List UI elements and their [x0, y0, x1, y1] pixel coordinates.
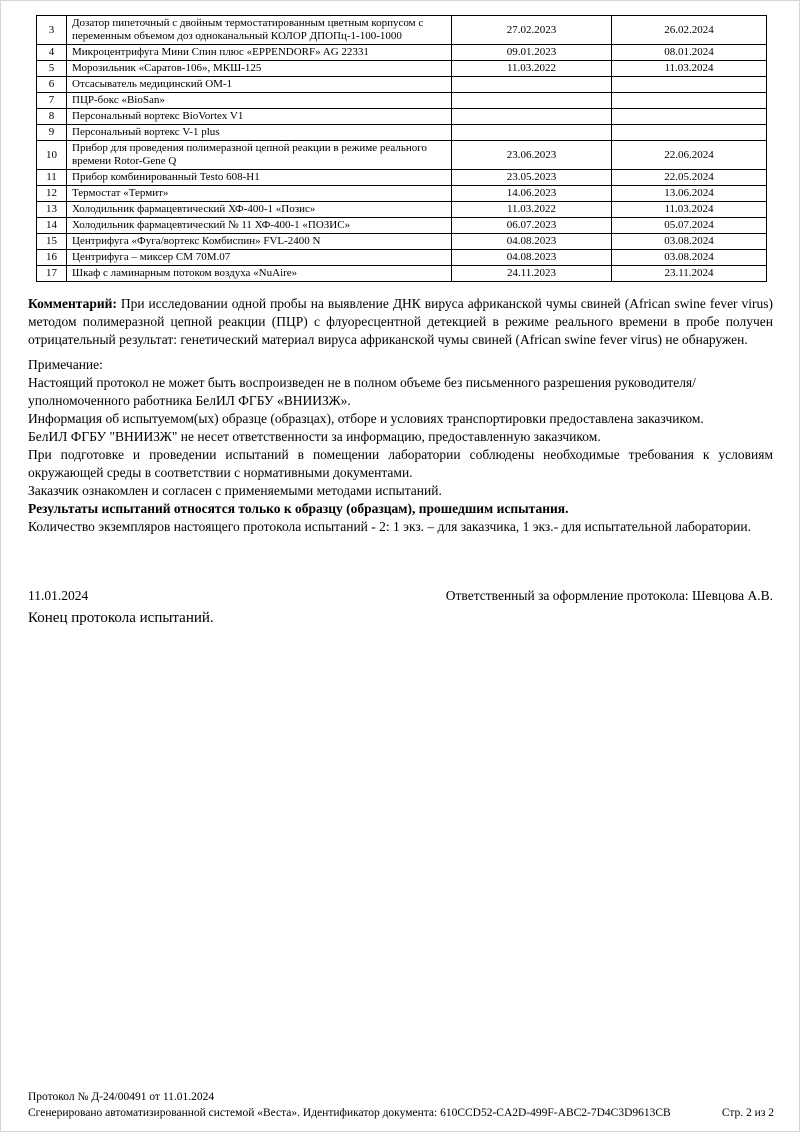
cell-date1	[452, 109, 612, 125]
cell-num: 3	[37, 16, 67, 45]
cell-date2: 22.05.2024	[612, 170, 767, 186]
table-row	[37, 202, 767, 218]
note-label: Примечание:	[28, 357, 103, 372]
cell-date2: 03.08.2024	[612, 234, 767, 250]
cell-num: 7	[37, 93, 67, 109]
table-row	[37, 16, 767, 45]
cell-num: 5	[37, 61, 67, 77]
cell-date2	[612, 93, 767, 109]
cell-name: Шкаф с ламинарным потоком воздуха «NuAire»	[67, 266, 452, 282]
cell-name: Центрифуга – миксер СМ 70М.07	[67, 250, 452, 266]
cell-num: 8	[37, 109, 67, 125]
cell-num: 12	[37, 186, 67, 202]
cell-num: 6	[37, 77, 67, 93]
cell-num: 10	[37, 141, 67, 170]
table-row	[37, 170, 767, 186]
cell-num: 9	[37, 125, 67, 141]
cell-num: 14	[37, 218, 67, 234]
cell-date1: 04.08.2023	[452, 250, 612, 266]
cell-name: Центрифуга «Фуга/вортекс Комбиспин» FVL-2400 N	[67, 234, 452, 250]
cell-date2: 11.03.2024	[612, 61, 767, 77]
cell-date1	[452, 93, 612, 109]
note-line-5: Заказчик ознакомлен и согласен с применяемыми методами испытаний.	[28, 483, 442, 498]
cell-num: 15	[37, 234, 67, 250]
cell-date1: 14.06.2023	[452, 186, 612, 202]
cell-num: 11	[37, 170, 67, 186]
cell-date2: 08.01.2024	[612, 45, 767, 61]
table-row	[37, 61, 767, 77]
cell-name: Отсасыватель медицинский ОМ-1	[67, 77, 452, 93]
cell-date1: 24.11.2023	[452, 266, 612, 282]
cell-date1: 06.07.2023	[452, 218, 612, 234]
cell-date2: 26.02.2024	[612, 16, 767, 45]
cell-date2	[612, 109, 767, 125]
note-line-3: БелИЛ ФГБУ "ВНИИЗЖ" не несет ответственности за информацию, предоставленную заказчиком.	[28, 429, 601, 444]
signoff-date: 11.01.2024	[28, 588, 89, 603]
copies-statement: Количество экземпляров настоящего протокола испытаний - 2: 1 экз. – для заказчика, 1 экз.- для испытательной лаборатории.	[28, 519, 751, 534]
cell-date2	[612, 77, 767, 93]
cell-name: Морозильник «Саратов-106», МКШ-125	[67, 61, 452, 77]
cell-name: Дозатор пипеточный с двойным термостатированным цветным корпусом с переменным объемом доз одноканальный КОЛОР ДПОПц-1-100-1000	[67, 16, 452, 45]
cell-name: Прибор комбинированный Testo 608-Н1	[67, 170, 452, 186]
note-line-1: Настоящий протокол не может быть воспроизведен не в полном объеме без письменного разрешения руководителя/уполномоченного работника БелИЛ ФГБУ «ВНИИЗЖ».	[28, 375, 696, 408]
responsible-person: Ответственный за оформление протокола: Шевцова А.В.	[445, 588, 773, 603]
note-line-2: Информация об испытуемом(ых) образце (образцах), отборе и условиях транспортировки предоставлена заказчиком.	[28, 411, 704, 426]
cell-date2: 03.08.2024	[612, 250, 767, 266]
cell-date2: 22.06.2024	[612, 141, 767, 170]
commentary-paragraph	[28, 295, 773, 349]
cell-name: Термостат «Термит»	[67, 186, 452, 202]
body-text	[28, 295, 773, 536]
cell-name: ПЦР-бокс «BioSan»	[67, 93, 452, 109]
table-row	[37, 218, 767, 234]
table-row	[37, 250, 767, 266]
commentary-label: Комментарий:	[28, 296, 117, 311]
cell-name: Холодильник фармацевтический № 11 ХФ-400-1 «ПОЗИС»	[67, 218, 452, 234]
cell-name: Персональный вортекс V-1 plus	[67, 125, 452, 141]
table-row	[37, 186, 767, 202]
cell-date1: 23.05.2023	[452, 170, 612, 186]
cell-date1	[452, 125, 612, 141]
cell-name: Персональный вортекс BioVortex V1	[67, 109, 452, 125]
table-row	[37, 77, 767, 93]
cell-date1: 11.03.2022	[452, 202, 612, 218]
cell-date1: 09.01.2023	[452, 45, 612, 61]
cell-date1	[452, 77, 612, 93]
table-row	[37, 125, 767, 141]
signoff-row	[28, 587, 773, 605]
cell-num: 4	[37, 45, 67, 61]
table-row	[37, 141, 767, 170]
footer-page-number: Стр. 2 из 2	[721, 1107, 774, 1119]
equipment-table	[36, 15, 767, 282]
page-footer	[28, 1089, 774, 1121]
cell-num: 16	[37, 250, 67, 266]
commentary-text: При исследовании одной пробы на выявление ДНК вируса африканской чумы свиней (African swine fever virus) методом полимеразной цепной реакции (ПЦР) с флуоресцентной детекцией в режиме реального времени в пробе получен отрицательный результат: генетический материал вируса африканской чумы свиней (African swine fever virus) не обнаружен.	[28, 296, 773, 347]
cell-date1: 11.03.2022	[452, 61, 612, 77]
cell-num: 13	[37, 202, 67, 218]
cell-date2	[612, 125, 767, 141]
cell-date2: 11.03.2024	[612, 202, 767, 218]
cell-date2: 13.06.2024	[612, 186, 767, 202]
table-row	[37, 93, 767, 109]
cell-name: Микроцентрифуга Мини Спин плюс «EPPENDORF» AG 22331	[67, 45, 452, 61]
table-row	[37, 109, 767, 125]
cell-date1: 04.08.2023	[452, 234, 612, 250]
results-statement: Результаты испытаний относятся только к образцу (образцам), прошедшим испытания.	[28, 501, 569, 516]
cell-name: Холодильник фармацевтический ХФ-400-1 «Позис»	[67, 202, 452, 218]
note-line-4: При подготовке и проведении испытаний в помещении лаборатории соблюдены необходимые требования к условиям окружающей среды в соответствии с нормативными документами.	[28, 447, 773, 480]
cell-date2: 23.11.2024	[612, 266, 767, 282]
table-row	[37, 234, 767, 250]
footer-generated-info: Сгенерировано автоматизированной системой «Веста». Идентификатор документа: 610CCD52-CA2D-499F-ABC2-7D4C3D9613CB	[28, 1107, 671, 1119]
table-row	[37, 266, 767, 282]
cell-date1: 27.02.2023	[452, 16, 612, 45]
cell-date2: 05.07.2024	[612, 218, 767, 234]
end-of-protocol: Конец протокола испытаний.	[28, 610, 214, 626]
cell-name: Прибор для проведения полимеразной цепной реакции в режиме реального времени Rotor-Gene Q	[67, 141, 452, 170]
cell-num: 17	[37, 266, 67, 282]
table-row	[37, 45, 767, 61]
footer-protocol-number: Протокол № Д-24/00491 от 11.01.2024	[28, 1091, 215, 1103]
cell-date1: 23.06.2023	[452, 141, 612, 170]
